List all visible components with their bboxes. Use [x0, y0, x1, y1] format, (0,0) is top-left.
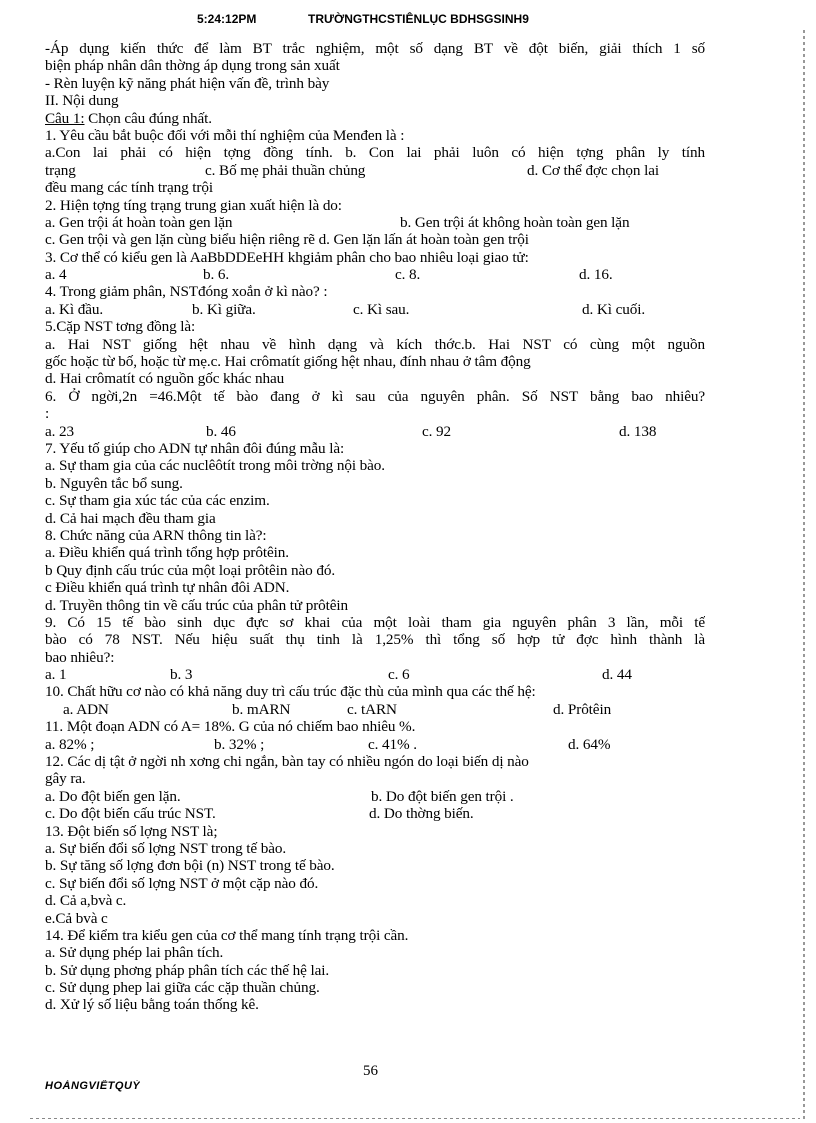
header-school: TRƯỜNGTHCSTIÊNLỤC BDHSGSINH9: [308, 12, 529, 26]
option: a. 23: [45, 422, 75, 440]
option: a. 82% ;: [45, 735, 95, 753]
question-options-row: [45, 788, 705, 805]
question-stem: 10. Chất hữu cơ nào có khả năng duy trì cấu trúc đặc thù của mình qua các thế hệ:: [45, 683, 536, 701]
option: b. Gen trội át không hoàn toàn gen lặn: [400, 213, 630, 231]
option: c. Kì sau.: [353, 300, 410, 318]
question-options-row: [45, 162, 705, 179]
question-line: d. Hai crômatít có nguồn gốc khác nhau: [45, 370, 285, 388]
option: a. 1: [45, 666, 67, 684]
option: c. Sự tham gia xúc tác của các enzim.: [45, 492, 270, 510]
option: b. Sự tăng số lợng đơn bội (n) NST trong tế bào.: [45, 857, 335, 875]
question-stem: 8. Chức năng của ARN thông tin là?:: [45, 526, 267, 544]
option: a. Sử dụng phép lai phân tích.: [45, 944, 224, 962]
option: c. 8.: [395, 266, 421, 284]
question-stem: 11. Một đoạn ADN có A= 18%. G của nó chiếm bao nhiêu %.: [45, 718, 416, 736]
page-footer: HOÀNGVIẾTQUÝ: [45, 1080, 141, 1092]
option: c. Sử dụng phep lai giữa các cặp thuần chủng.: [45, 979, 320, 997]
option: b. Do đột biến gen trội .: [371, 787, 514, 805]
question-options-row: [45, 701, 705, 718]
question-stem: 13. Đột biến số lợng NST là;: [45, 822, 218, 840]
option: d. 138: [619, 422, 657, 440]
question-line: c. Gen trội và gen lặn cùng biểu hiện riêng rẽ d. Gen lặn lấn át hoàn toàn gen trội: [45, 231, 529, 249]
option: a. ADN: [63, 700, 109, 718]
option: trạng: [45, 161, 76, 179]
option: b. Sử dụng phơng pháp phân tích các thế hệ lai.: [45, 961, 330, 979]
question-line: bao nhiêu?:: [45, 648, 115, 666]
option: d. 64%: [568, 735, 611, 753]
question-line: đều mang các tính trạng trội: [45, 179, 214, 197]
question-stem: 4. Trong giảm phân, NSTđóng xoắn ở kì nào? :: [45, 283, 328, 301]
option: a. Do đột biến gen lặn.: [45, 787, 181, 805]
intro-line: -Áp dụng kiến thức để làm BT trắc nghiệm, một số dạng BT về đột biến, giải thích 1 số: [45, 40, 705, 57]
task-text: Chọn câu đúng nhất.: [84, 109, 212, 127]
option: d. Cơ thể đợc chọn lai: [527, 161, 659, 179]
question-options-row: [45, 666, 705, 683]
option: a. Điều khiển quá trình tổng hợp prôtêin.: [45, 544, 289, 562]
option: b. 3: [170, 666, 193, 684]
option: a. 4: [45, 266, 67, 284]
option: a. Kì đầu.: [45, 300, 104, 318]
section-heading: II. Nội dung: [45, 92, 119, 110]
option: a. Sự tham gia của các nuclêôtít trong môi trờng nội bào.: [45, 457, 385, 475]
option: d. Do thờng biến.: [369, 805, 474, 823]
question-stem: 9. Có 15 tế bào sinh dục đực sơ khai của một loài tham gia nguyên phân 3 lần, mỗi tế: [45, 613, 705, 631]
option: d. 16.: [579, 266, 613, 284]
option: c. Bố mẹ phải thuần chủng: [205, 161, 366, 179]
option: c. 92: [422, 422, 452, 440]
option: c. 41% .: [368, 735, 417, 753]
question-options-row: [45, 301, 705, 318]
option: b. Nguyên tắc bổ sung.: [45, 474, 183, 492]
question-stem: 1. Yêu cầu bắt buộc đối với mỗi thí nghiệm của Menđen là :: [45, 126, 405, 144]
question-stem: 2. Hiện tợng tíng trạng trung gian xuất hiện là do:: [45, 196, 342, 214]
question-options-row: [45, 214, 705, 231]
question-stem: 12. Các dị tật ở ngời nh xơng chi ngắn, bàn tay có nhiều ngón do loại biến dị nào: [45, 753, 529, 771]
option: d. Kì cuối.: [582, 300, 646, 318]
option: b. 46: [206, 422, 236, 440]
task-instruction: [45, 110, 705, 127]
option: a. Gen trội át hoàn toàn gen lặn: [45, 213, 233, 231]
task-label: Câu 1:: [45, 109, 85, 127]
option: d. Cả hai mạch đều tham gia: [45, 509, 216, 527]
page-header: [0, 12, 816, 28]
option: d. Xử lý số liệu bằng toán thống kê.: [45, 996, 259, 1014]
question-line: :: [45, 405, 50, 423]
question-options-row: [45, 805, 705, 822]
question-line: bào có 78 NST. Nếu hiệu suất thụ tinh là 1,25% thì tổng số hợp tử đợc hình thành là: [45, 631, 705, 649]
intro-line: biện pháp nhân dân thờng áp dụng trong sản xuất: [45, 57, 340, 75]
option: d. 44: [602, 666, 632, 684]
option: a. Sự biến đổi số lợng NST trong tế bào.: [45, 839, 287, 857]
page-border-right: [803, 30, 805, 1120]
option: c. Sự biến đổi số lợng NST ở một cặp nào đó.: [45, 874, 319, 892]
question-line: gây ra.: [45, 770, 86, 788]
intro-line: - Rèn luyện kỹ năng phát hiện vấn đề, trình bày: [45, 74, 330, 92]
option: b. 32% ;: [214, 735, 265, 753]
question-stem: 14. Để kiểm tra kiểu gen của cơ thể mang tính trạng trội cần.: [45, 926, 409, 944]
option: b. mARN: [232, 700, 291, 718]
option: c. Do đột biến cấu trúc NST.: [45, 805, 216, 823]
option: d. Prôtêin: [553, 700, 612, 718]
option: e.Cả bvà c: [45, 909, 108, 927]
header-time: 5:24:12PM: [197, 12, 257, 26]
question-stem: 3. Cơ thể có kiểu gen là AaBbDDEeHH khgiảm phân cho bao nhiêu loại giao tử:: [45, 248, 529, 266]
document-body: [45, 40, 705, 1014]
question-stem: 5.Cặp NST tơng đồng là:: [45, 318, 196, 336]
question-stem: 7. Yếu tố giúp cho ADN tự nhân đôi đúng mẫu là:: [45, 439, 345, 457]
option: b. Kì giữa.: [192, 300, 256, 318]
question-line: a. Hai NST giống hệt nhau về hình dạng và kích thớc.b. Hai NST có cùng một nguồn: [45, 335, 705, 353]
option: c Điều khiển quá trình tự nhân đôi ADN.: [45, 579, 290, 597]
question-line: gốc hoặc từ bố, hoặc từ mẹ.c. Hai crômatít giống hệt nhau, đính nhau ở tâm động: [45, 353, 531, 371]
option: c. 6: [388, 666, 410, 684]
question-line: a.Con lai phải có hiện tợng đồng tính. b. Con lai phải luôn có hiện tợng phân ly tính: [45, 144, 705, 162]
option: b. 6.: [203, 266, 230, 284]
question-options-row: [45, 736, 705, 753]
question-stem: 6. Ở ngời,2n =46.Một tế bào đang ở kì sau của nguyên phân. Số NST bằng bao nhiêu?: [45, 387, 705, 405]
option: d. Truyền thông tin về cấu trúc của phân tử prôtêin: [45, 596, 349, 614]
question-options-row: [45, 423, 705, 440]
option: c. tARN: [347, 700, 397, 718]
option: d. Cả a,bvà c.: [45, 892, 127, 910]
page-number: 56: [363, 1063, 378, 1079]
question-options-row: [45, 266, 705, 283]
option: b Quy định cấu trúc của một loại prôtêin nào đó.: [45, 561, 336, 579]
page-border-bottom: [30, 1118, 800, 1119]
